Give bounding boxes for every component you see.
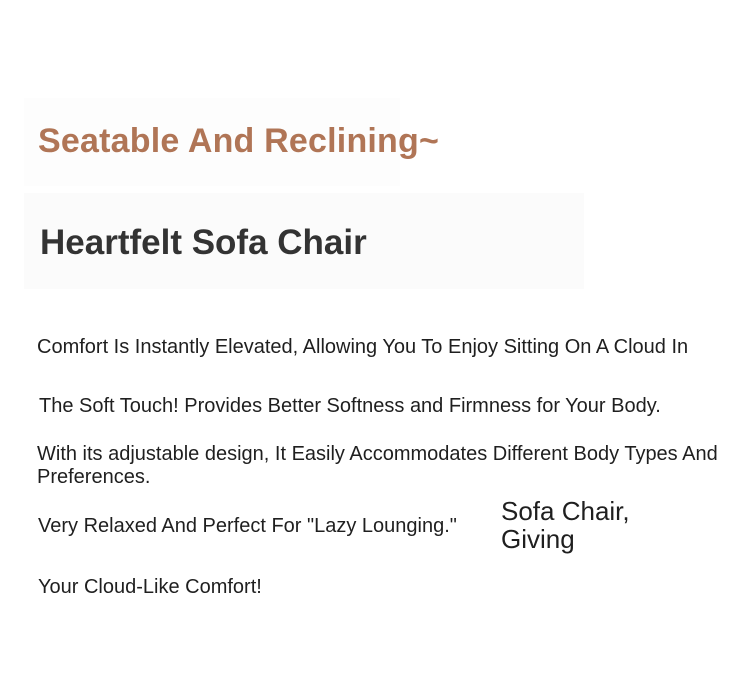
description-line-comfort: Comfort Is Instantly Elevated, Allowing You To Enjoy Sitting On A Cloud In <box>37 336 689 358</box>
description-line-soft-touch: The Soft Touch! Provides Better Softness and Firmness for Your Body. <box>39 395 661 417</box>
product-tagline: Seatable And Reclining~ <box>38 122 440 160</box>
description-line-adjustable: With its adjustable design, It Easily Accommodates Different Body Types And Preferences. <box>37 443 718 488</box>
sofa-chair-aside-text: Sofa Chair, Giving <box>501 496 630 554</box>
description-line-cloud-comfort: Your Cloud-Like Comfort! <box>38 576 262 598</box>
description-line-relaxed: Very Relaxed And Perfect For "Lazy Lounging." <box>38 515 457 537</box>
product-title: Heartfelt Sofa Chair <box>40 223 367 262</box>
